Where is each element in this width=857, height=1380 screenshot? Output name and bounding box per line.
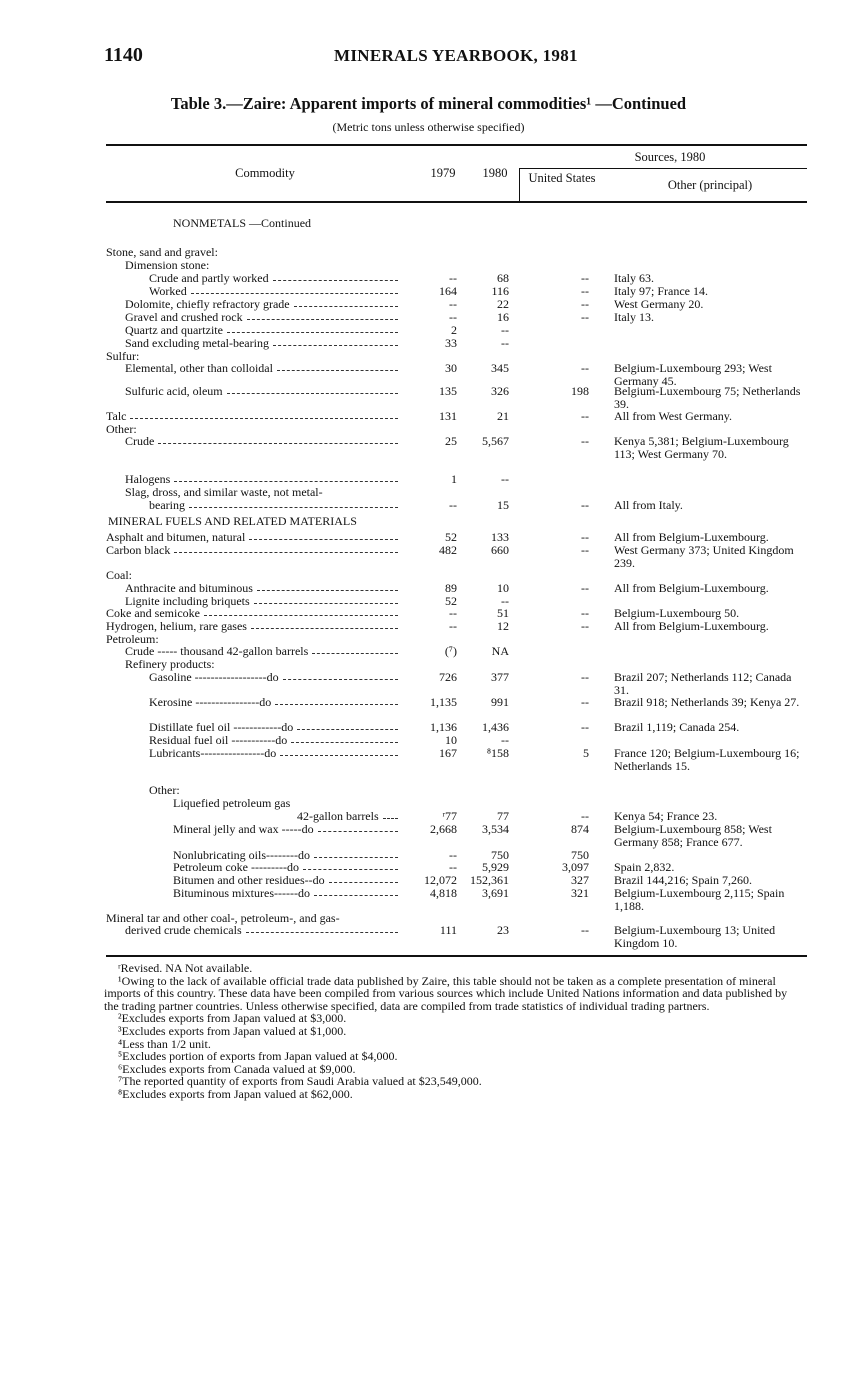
value-1980: 345	[491, 361, 509, 375]
row-label: Talc	[106, 409, 127, 423]
table-row	[0, 797, 857, 810]
value-1980: --	[501, 594, 509, 608]
value-1979: --	[449, 860, 457, 874]
value-1979: ʳ77	[442, 809, 457, 823]
value-1979: 4,818	[430, 886, 457, 900]
row-label: Mineral tar and other coal-, petroleum-, and gas-	[106, 911, 340, 925]
row-label: Other:	[106, 422, 137, 436]
value-united-states: 3,097	[562, 860, 589, 874]
footnote-4: ⁴Less than 1/2 unit.	[118, 1036, 211, 1051]
value-1980: 326	[491, 384, 509, 398]
value-united-states: 327	[571, 873, 589, 887]
value-1979: 131	[439, 409, 457, 423]
row-label: Elemental, other than colloidal	[125, 361, 273, 375]
value-1979: 1,136	[430, 720, 457, 734]
value-other-sources: Kenya 54; France 23.	[614, 809, 718, 823]
table-row	[0, 543, 857, 570]
dot-leader	[329, 882, 398, 883]
value-other-sources: Belgium-Luxembourg 13; United Kingdom 10.	[614, 923, 776, 950]
row-label: Crude	[125, 434, 155, 448]
value-united-states: --	[581, 670, 589, 684]
table-row	[0, 696, 857, 709]
value-other-sources: Belgium-Luxembourg 293; West Germany 45.	[614, 361, 772, 388]
row-label: Gravel and crushed rock	[125, 310, 243, 324]
value-1979: (⁷)	[444, 644, 457, 658]
value-1980: 5,567	[482, 434, 509, 448]
value-1979: 167	[439, 746, 457, 760]
sources-rule	[519, 168, 807, 169]
value-1980: --	[501, 733, 509, 747]
value-1979: 2	[451, 323, 457, 337]
row-label: Lubricants----------------do	[149, 746, 277, 760]
value-united-states: 874	[571, 822, 589, 836]
value-other-sources: Italy 97; France 14.	[614, 284, 708, 298]
value-1980: 51	[497, 606, 509, 620]
dot-leader	[246, 932, 398, 933]
value-other-sources: All from West Germany.	[614, 409, 733, 423]
value-1979: --	[449, 271, 457, 285]
row-label: Anthracite and bituminous	[125, 581, 253, 595]
table-row	[0, 434, 857, 461]
value-other-sources: Italy 13.	[614, 310, 654, 324]
value-1980: 152,361	[470, 873, 509, 887]
value-united-states: --	[581, 530, 589, 544]
dot-leader	[273, 345, 398, 346]
table-row	[0, 886, 857, 913]
footnote-3: ³Excludes exports from Japan valued at $1,000.	[118, 1023, 347, 1038]
value-1979: --	[449, 619, 457, 633]
table-row	[0, 361, 857, 388]
value-united-states: 198	[571, 384, 589, 398]
dot-leader	[249, 539, 398, 540]
row-label: Distillate fuel oil ------------do	[149, 720, 294, 734]
value-1980: 377	[491, 670, 509, 684]
footnotes	[104, 962, 804, 1101]
table-row	[0, 746, 857, 773]
row-label: Asphalt and bitumen, natural	[106, 530, 246, 544]
table-bottom-rule	[106, 955, 807, 957]
dot-leader	[294, 306, 398, 307]
row-label: Sand excluding metal-bearing	[125, 336, 269, 350]
value-1979: 89	[445, 581, 457, 595]
value-1980: NA	[491, 644, 509, 658]
value-united-states: --	[581, 809, 589, 823]
dot-leader	[189, 507, 398, 508]
row-label: Lignite including briquets	[125, 594, 250, 608]
value-united-states: 5	[583, 746, 589, 760]
value-1980: 750	[491, 848, 509, 862]
row-label: Residual fuel oil -----------do	[149, 733, 288, 747]
dot-leader	[383, 818, 398, 819]
value-1980: --	[501, 336, 509, 350]
dot-leader	[283, 679, 398, 680]
row-label: Mineral jelly and wax -----do	[173, 822, 314, 836]
table-row	[0, 384, 857, 411]
value-1979: 1	[451, 472, 457, 486]
dot-leader	[257, 590, 398, 591]
col-1980-header: 1980	[482, 166, 508, 180]
value-1980: 133	[491, 530, 509, 544]
value-united-states: --	[581, 923, 589, 937]
table-row	[0, 784, 857, 797]
row-label: 42-gallon barrels	[297, 809, 379, 823]
row-label: Dimension stone:	[125, 258, 210, 272]
value-other-sources: Belgium-Luxembourg 858; West Germany 858; France 677.	[614, 822, 772, 849]
value-other-sources: France 120; Belgium-Luxembourg 16; Netherlands 15.	[614, 746, 800, 773]
row-label: Carbon black	[106, 543, 171, 557]
value-1979: --	[449, 606, 457, 620]
section-fuels: MINERAL FUELS AND RELATED MATERIALS	[108, 514, 357, 528]
dot-leader	[273, 280, 398, 281]
row-label: Kerosine ----------------do	[149, 695, 272, 709]
row-label: Crude and partly worked	[149, 271, 269, 285]
value-1980: 15	[497, 498, 509, 512]
value-united-states: --	[581, 409, 589, 423]
dot-leader	[251, 628, 398, 629]
dot-leader	[227, 393, 398, 394]
value-other-sources: Belgium-Luxembourg 50.	[614, 606, 740, 620]
value-1979: 726	[439, 670, 457, 684]
value-united-states: --	[581, 498, 589, 512]
table-row	[0, 259, 857, 272]
value-1979: 135	[439, 384, 457, 398]
row-label: Petroleum:	[106, 632, 159, 646]
value-other-sources: All from Belgium-Luxembourg.	[614, 530, 769, 544]
row-label: derived crude chemicals	[125, 923, 242, 937]
table-subtitle: (Metric tons unless otherwise specified)	[332, 120, 525, 134]
dot-leader	[303, 869, 398, 870]
footnote-5: ⁵Excludes portion of exports from Japan valued at $4,000.	[118, 1049, 398, 1064]
value-other-sources: Kenya 5,381; Belgium-Luxembourg 113; West Germany 70.	[614, 434, 789, 461]
value-1979: 10	[445, 733, 457, 747]
value-1980: 1,436	[482, 720, 509, 734]
value-other-sources: Belgium-Luxembourg 2,115; Spain 1,188.	[614, 886, 785, 913]
row-label: Sulfuric acid, oleum	[125, 384, 223, 398]
page-number: 1140	[104, 44, 143, 66]
value-united-states: 750	[571, 848, 589, 862]
value-united-states: --	[581, 297, 589, 311]
value-1980: 68	[497, 271, 509, 285]
footnote-1: ¹Owing to the lack of available official trade data published by Zaire, this table should not be taken as a complete presentation of mineral imports of this country. These data have been compiled from various sources which include United Nations information and data published by the trading partner countries. Unless otherwise specified, data are compiled from trade statistics of individual trading partners.	[104, 973, 788, 1013]
table-row	[0, 822, 857, 849]
dot-leader	[312, 653, 398, 654]
value-united-states: --	[581, 606, 589, 620]
value-1980: 23	[497, 923, 509, 937]
value-1979: 52	[445, 530, 457, 544]
table-top-rule	[106, 144, 807, 146]
dot-leader	[318, 831, 398, 832]
dot-leader	[174, 481, 398, 482]
value-other-sources: All from Italy.	[614, 498, 683, 512]
row-label: Petroleum coke ---------do	[173, 860, 299, 874]
value-united-states: --	[581, 284, 589, 298]
value-1979: 12,072	[424, 873, 457, 887]
row-label: Crude ----- thousand 42-gallon barrels	[125, 644, 309, 658]
row-label: Other:	[149, 783, 180, 797]
value-united-states: --	[581, 361, 589, 375]
value-united-states: --	[581, 581, 589, 595]
value-1980: 22	[497, 297, 509, 311]
value-1980: 660	[491, 543, 509, 557]
dot-leader	[314, 895, 398, 896]
dot-leader	[174, 552, 398, 553]
value-1980: 77	[497, 809, 509, 823]
dot-leader	[130, 418, 398, 419]
value-other-sources: Brazil 1,119; Canada 254.	[614, 720, 740, 734]
value-1980: --	[501, 323, 509, 337]
value-1980: 10	[497, 581, 509, 595]
value-united-states: --	[581, 271, 589, 285]
section-nonmetals: NONMETALS —Continued	[173, 216, 312, 230]
value-other-sources: Belgium-Luxembourg 75; Netherlands 39.	[614, 384, 801, 411]
col-commodity-header: Commodity	[235, 166, 295, 180]
value-1980: 991	[491, 695, 509, 709]
row-label: Halogens	[125, 472, 171, 486]
row-label: Gasoline ------------------do	[149, 670, 279, 684]
table-row	[0, 670, 857, 697]
dot-leader	[158, 443, 398, 444]
value-other-sources: Spain 2,832.	[614, 860, 675, 874]
dot-leader	[204, 615, 398, 616]
footnote-8: ⁸Excludes exports from Japan valued at $62,000.	[118, 1086, 353, 1101]
row-label: Refinery products:	[125, 657, 215, 671]
value-1979: 482	[439, 543, 457, 557]
table-title: Table 3.—Zaire: Apparent imports of mineral commodities¹ —Continued	[170, 94, 687, 113]
value-1980: 3,534	[482, 822, 509, 836]
value-1979: 164	[439, 284, 457, 298]
value-other-sources: Brazil 918; Netherlands 39; Kenya 27.	[614, 695, 800, 709]
value-other-sources: West Germany 20.	[614, 297, 704, 311]
dot-leader	[275, 704, 398, 705]
footnote-7: ⁷The reported quantity of exports from Saudi Arabia valued at $23,549,000.	[118, 1074, 482, 1089]
table-row	[0, 499, 857, 512]
row-label: Sulfur:	[106, 349, 140, 363]
dot-leader	[247, 319, 398, 320]
value-other-sources: Italy 63.	[614, 271, 654, 285]
row-label: Worked	[149, 284, 187, 298]
value-1979: --	[449, 498, 457, 512]
value-united-states: --	[581, 695, 589, 709]
value-other-sources: West Germany 373; United Kingdom 239.	[614, 543, 794, 570]
table-row	[0, 923, 857, 950]
value-1980: 12	[497, 619, 509, 633]
value-1979: --	[449, 310, 457, 324]
value-1979: 30	[445, 361, 457, 375]
dot-leader	[227, 332, 398, 333]
row-label: bearing	[149, 498, 185, 512]
value-1980: 116	[491, 284, 509, 298]
table-row	[0, 272, 857, 285]
col-1979-header: 1979	[430, 166, 456, 180]
value-1979: 1,135	[430, 695, 457, 709]
footnote-revised: ʳRevised. NA Not available.	[118, 961, 253, 975]
col-us-header: United States	[528, 171, 596, 185]
row-label: Hydrogen, helium, rare gases	[106, 619, 247, 633]
value-united-states: --	[581, 434, 589, 448]
value-united-states: --	[581, 543, 589, 557]
row-label: Slag, dross, and similar waste, not metal-	[125, 485, 323, 499]
row-label: Liquefied petroleum gas	[173, 796, 291, 810]
footnote-2: ²Excludes exports from Japan valued at $3,000.	[118, 1011, 347, 1026]
value-1980: 16	[497, 310, 509, 324]
row-label: Bituminous mixtures------do	[173, 886, 310, 900]
value-united-states: --	[581, 619, 589, 633]
row-label: Nonlubricating oils--------do	[173, 848, 310, 862]
value-other-sources: Brazil 207; Netherlands 112; Canada 31.	[614, 670, 792, 697]
value-1979: 111	[439, 923, 457, 937]
value-1979: --	[449, 297, 457, 311]
value-1980: --	[501, 472, 509, 486]
dot-leader	[277, 370, 398, 371]
row-label: Coke and semicoke	[106, 606, 200, 620]
row-label: Coal:	[106, 568, 132, 582]
row-label: Quartz and quartzite	[125, 323, 223, 337]
value-1980: 21	[497, 409, 509, 423]
col-sources-header: Sources, 1980	[634, 150, 706, 164]
value-united-states: --	[581, 310, 589, 324]
value-other-sources: All from Belgium-Luxembourg.	[614, 619, 769, 633]
value-1980: ⁸158	[486, 746, 509, 760]
value-other-sources: Brazil 144,216; Spain 7,260.	[614, 873, 752, 887]
footnote-6: ⁶Excludes exports from Canada valued at $9,000.	[118, 1061, 356, 1076]
value-1979: 25	[445, 434, 457, 448]
value-united-states: --	[581, 720, 589, 734]
table-row	[0, 486, 857, 499]
dot-leader	[314, 857, 398, 858]
value-1979: --	[449, 848, 457, 862]
dot-leader	[280, 755, 398, 756]
row-label: Dolomite, chiefly refractory grade	[125, 297, 290, 311]
dot-leader	[254, 603, 398, 604]
value-1979: 52	[445, 594, 457, 608]
col-other-header: Other (principal)	[667, 178, 753, 192]
header-bottom-rule	[106, 201, 807, 203]
value-other-sources: All from Belgium-Luxembourg.	[614, 581, 769, 595]
value-1979: 2,668	[430, 822, 457, 836]
dot-leader	[191, 293, 398, 294]
value-1980: 3,691	[482, 886, 509, 900]
value-united-states: 321	[571, 886, 589, 900]
value-1980: 5,929	[482, 860, 509, 874]
dot-leader	[297, 729, 398, 730]
value-1979: 33	[445, 336, 457, 350]
dot-leader	[291, 742, 398, 743]
running-head: MINERALS YEARBOOK, 1981	[334, 46, 578, 65]
table-row	[0, 721, 857, 734]
row-label: Stone, sand and gravel:	[106, 245, 218, 259]
row-label: Bitumen and other residues--do	[173, 873, 325, 887]
